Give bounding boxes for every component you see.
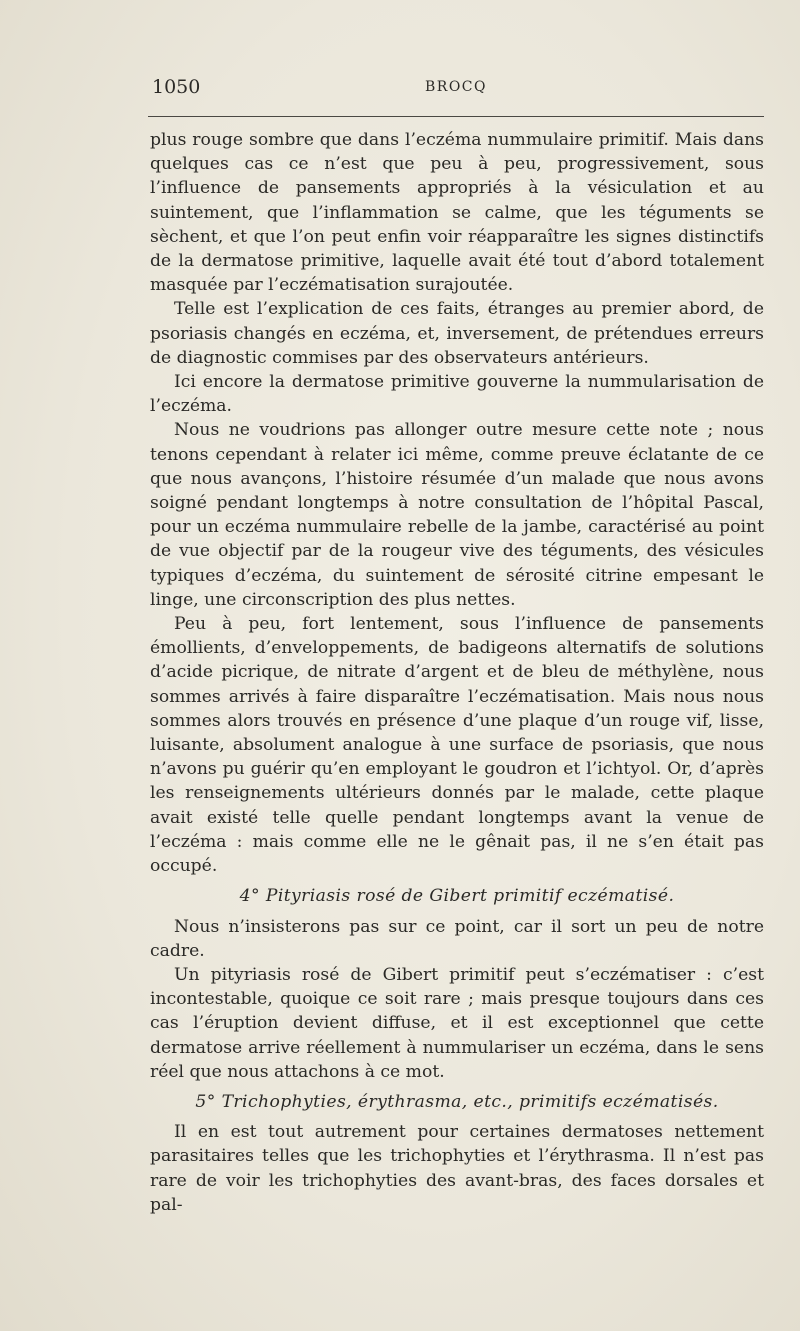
section-heading-5: 5° Trichophyties, érythrasma, etc., primitifs eczématisés.	[195, 1091, 719, 1112]
paragraph: Un pityriasis rosé de Gibert primitif peut s’eczématiser : c’est incontestable, quoique ce soit rare ; mais presque toujours dans ces cas l’éruption devient diffuse, et il est exceptionnel que cette dermatose arrive réellement à nummulariser un eczéma, dans le sens réel que nous attachons à ce mot.	[150, 964, 764, 1082]
running-head: BROCQ	[425, 79, 487, 95]
paragraph: Peu à peu, fort lentement, sous l’influence de pansements émollients, d’enveloppements, de badigeons alternatifs de solutions d’acide picrique, de nitrate d’argent et de bleu de méthylène, nous sommes arrivés à faire disparaître l’eczématisation. Mais nous nous sommes alors trouvés en présence d’une plaque d’un rouge vif, lisse, luisante, absolument analogue à une surface de psoriasis, que nous n’avons pu guérir qu’en employant le goudron et l’ichtyol. Or, d’après les renseignements ultérieurs donnés par le malade, cette plaque avait existé telle quelle pendant longtemps avant la venue de l’eczéma : mais comme elle ne le gênait pas, il ne s’en était pas occupé.	[150, 614, 764, 877]
paragraph-continued: plus rouge sombre que dans l’eczéma nummulaire primitif. Mais dans quelques cas ce n’est que peu à peu, progressivement, sous l’influence de pansements appropriés à la vésiculation et au suintement, que l’inflammation se calme, que les téguments se sèchent, et que l’on peut enfin voir réapparaître les signes distinctifs de la dermatose primitive, laquelle avait été tout d’abord totalement masquée par l’eczématisation surajoutée.	[150, 130, 764, 296]
paragraph: Nous n’insisterons pas sur ce point, car il sort un peu de notre cadre.	[150, 916, 764, 961]
paragraph: Ici encore la dermatose primitive gouverne la nummularisation de l’eczéma.	[150, 372, 764, 417]
paragraph: Il en est tout autrement pour certaines dermatoses nettement parasitaires telles que les trichophyties et l’érythrasma. Il n’est pas rare de voir les trichophyties des avant-bras, des faces dorsales et pal-	[150, 1122, 764, 1215]
body-text	[150, 128, 764, 1217]
page-header	[148, 72, 764, 102]
page-number: 1050	[152, 76, 201, 98]
section-heading-4: 4° Pityriasis rosé de Gibert primitif eczématisé.	[239, 886, 675, 907]
paragraph: Nous ne voudrions pas allonger outre mesure cette note ; nous tenons cependant à relater ici même, comme preuve éclatante de ce que nous avançons, l’histoire résumée d’un malade que nous avons soigné pendant longtemps à notre consultation de l’hôpital Pascal, pour un eczéma nummulaire rebelle de la jambe, caractérisé au point de vue objectif par de la rougeur vive des téguments, des vésicules typiques d’eczéma, du suintement de sérosité citrine empesant le linge, une circonscription des plus nettes.	[150, 420, 764, 610]
header-rule	[148, 116, 764, 117]
paragraph: Telle est l’explication de ces faits, étranges au premier abord, de psoriasis changés en eczéma, et, inversement, de prétendues erreurs de diagnostic commises par des observateurs antérieurs.	[150, 299, 764, 368]
